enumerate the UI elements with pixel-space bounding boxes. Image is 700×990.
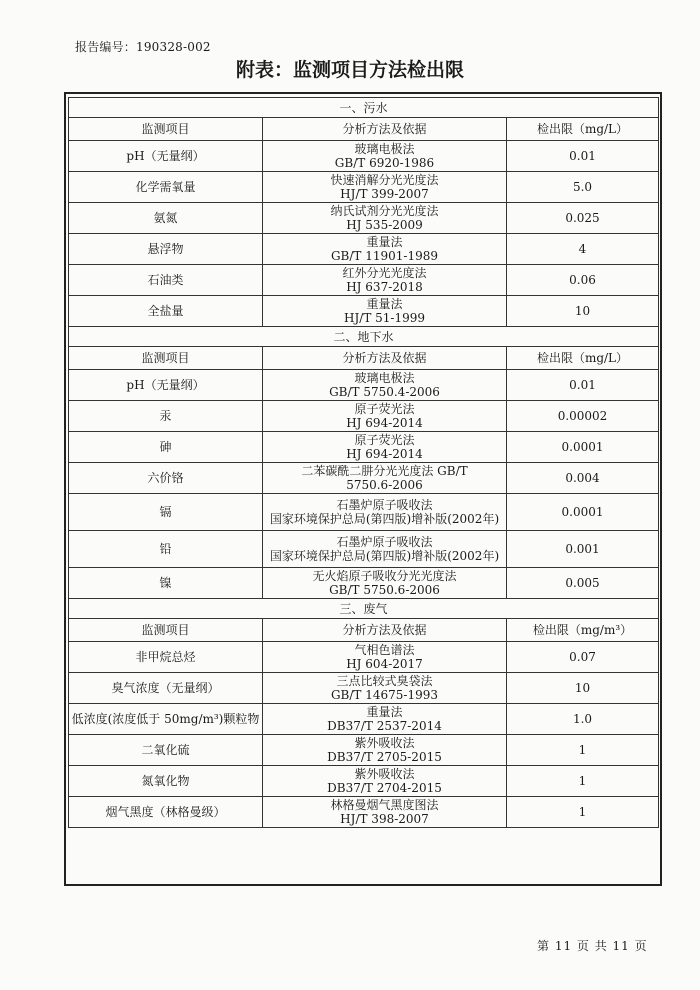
method-cell bbox=[263, 494, 507, 531]
table-row bbox=[69, 673, 659, 704]
method-cell bbox=[263, 401, 507, 432]
item-cell: 镉 bbox=[69, 494, 263, 531]
method-standard: HJ/T 398-2007 bbox=[340, 812, 429, 826]
table-row bbox=[69, 568, 659, 599]
method-name: 重量法 bbox=[366, 235, 403, 249]
method-name: 玻璃电极法 bbox=[354, 142, 415, 156]
method-standard: DB37/T 2705-2015 bbox=[327, 750, 442, 764]
section-header bbox=[69, 599, 659, 619]
table-row bbox=[69, 432, 659, 463]
limit-cell: 0.06 bbox=[507, 265, 659, 296]
method-standard: HJ 535-2009 bbox=[346, 218, 423, 232]
method-standard: DB37/T 2704-2015 bbox=[327, 781, 442, 795]
table-row bbox=[69, 642, 659, 673]
item-cell: 石油类 bbox=[69, 265, 263, 296]
method-name: 快速消解分光光度法 bbox=[330, 173, 439, 187]
method-cell bbox=[263, 141, 507, 172]
item-cell: 二氧化硫 bbox=[69, 735, 263, 766]
page-footer: 第 11 页 共 11 页 bbox=[537, 939, 648, 953]
limit-cell: 0.005 bbox=[507, 568, 659, 599]
table-row bbox=[69, 141, 659, 172]
col-item-header: 监测项目 bbox=[69, 619, 263, 642]
method-name: 红外分光光度法 bbox=[342, 266, 427, 280]
col-limit-header: 检出限（mg/L） bbox=[507, 118, 659, 141]
method-name: 二苯碳酰二肼分光光度法 GB/T bbox=[301, 464, 468, 478]
limit-cell: 0.0001 bbox=[507, 432, 659, 463]
table-row bbox=[69, 296, 659, 327]
item-cell: 悬浮物 bbox=[69, 234, 263, 265]
limit-cell: 0.00002 bbox=[507, 401, 659, 432]
method-name: 石墨炉原子吸收法 bbox=[336, 498, 433, 512]
col-limit-header: 检出限（mg/L） bbox=[507, 347, 659, 370]
method-cell bbox=[263, 766, 507, 797]
item-cell: 砷 bbox=[69, 432, 263, 463]
limit-cell: 0.0001 bbox=[507, 494, 659, 531]
method-name: 石墨炉原子吸收法 bbox=[336, 535, 433, 549]
section-title: 二、地下水 bbox=[69, 327, 659, 347]
limit-cell: 1 bbox=[507, 735, 659, 766]
table-row bbox=[69, 172, 659, 203]
method-standard: GB/T 6920-1986 bbox=[334, 156, 435, 170]
method-name: 气相色谱法 bbox=[354, 643, 415, 657]
table-row bbox=[69, 735, 659, 766]
column-header-row bbox=[69, 619, 659, 642]
limit-cell: 0.07 bbox=[507, 642, 659, 673]
limit-cell: 1.0 bbox=[507, 704, 659, 735]
method-cell bbox=[263, 673, 507, 704]
col-method-header: 分析方法及依据 bbox=[263, 118, 507, 141]
method-name: 原子荧光法 bbox=[354, 433, 415, 447]
item-cell: 臭气浓度（无量纲） bbox=[69, 673, 263, 704]
method-cell bbox=[263, 296, 507, 327]
method-standard: DB37/T 2537-2014 bbox=[327, 719, 442, 733]
item-cell: 汞 bbox=[69, 401, 263, 432]
method-standard: GB/T 11901-1989 bbox=[330, 249, 439, 263]
method-cell bbox=[263, 735, 507, 766]
limit-cell: 1 bbox=[507, 797, 659, 828]
limit-cell: 4 bbox=[507, 234, 659, 265]
column-header-row bbox=[69, 347, 659, 370]
limit-cell: 0.004 bbox=[507, 463, 659, 494]
method-cell bbox=[263, 265, 507, 296]
limit-cell: 10 bbox=[507, 673, 659, 704]
item-cell: 六价铬 bbox=[69, 463, 263, 494]
method-standard: HJ 604-2017 bbox=[346, 657, 423, 671]
method-cell bbox=[263, 172, 507, 203]
method-standard: HJ 694-2014 bbox=[346, 416, 423, 430]
table-row bbox=[69, 766, 659, 797]
method-name: 重量法 bbox=[366, 297, 403, 311]
method-standard: HJ/T 51-1999 bbox=[344, 311, 425, 325]
item-cell: 铅 bbox=[69, 531, 263, 568]
report-number: 报告编号：190328-002 bbox=[75, 40, 211, 54]
table-row bbox=[69, 704, 659, 735]
section-title: 一、污水 bbox=[69, 98, 659, 118]
method-cell bbox=[263, 463, 507, 494]
method-standard: GB/T 5750.6-2006 bbox=[329, 583, 440, 597]
method-standard: GB/T 14675-1993 bbox=[330, 688, 439, 702]
method-standard: 5750.6-2006 bbox=[346, 478, 423, 492]
item-cell: 化学需氧量 bbox=[69, 172, 263, 203]
item-cell: 镍 bbox=[69, 568, 263, 599]
table-row bbox=[69, 401, 659, 432]
table-row bbox=[69, 531, 659, 568]
method-cell bbox=[263, 234, 507, 265]
section-header bbox=[69, 327, 659, 347]
method-name: 林格曼烟气黑度图法 bbox=[330, 798, 439, 812]
method-name: 三点比较式臭袋法 bbox=[336, 674, 433, 688]
table-row bbox=[69, 797, 659, 828]
section-header bbox=[69, 98, 659, 118]
method-name: 紫外吸收法 bbox=[354, 767, 415, 781]
limit-cell: 0.025 bbox=[507, 203, 659, 234]
method-name: 玻璃电极法 bbox=[354, 371, 415, 385]
limit-cell: 0.001 bbox=[507, 531, 659, 568]
method-name: 纳氏试剂分光光度法 bbox=[330, 204, 439, 218]
method-cell bbox=[263, 203, 507, 234]
item-cell: pH（无量纲） bbox=[69, 141, 263, 172]
method-name: 原子荧光法 bbox=[354, 402, 415, 416]
item-cell: pH（无量纲） bbox=[69, 370, 263, 401]
method-standard: 国家环境保护总局(第四版)增补版(2002年) bbox=[269, 549, 500, 563]
limit-cell: 1 bbox=[507, 766, 659, 797]
method-name: 紫外吸收法 bbox=[354, 736, 415, 750]
table-row bbox=[69, 370, 659, 401]
limit-cell: 5.0 bbox=[507, 172, 659, 203]
method-standard: GB/T 5750.4-2006 bbox=[329, 385, 440, 399]
limit-cell: 0.01 bbox=[507, 370, 659, 401]
method-cell bbox=[263, 370, 507, 401]
method-standard: 国家环境保护总局(第四版)增补版(2002年) bbox=[269, 512, 500, 526]
method-name: 无火焰原子吸收分光光度法 bbox=[312, 569, 457, 583]
item-cell: 烟气黑度（林格曼级） bbox=[69, 797, 263, 828]
method-standard: HJ/T 399-2007 bbox=[340, 187, 429, 201]
method-cell bbox=[263, 568, 507, 599]
item-cell: 全盐量 bbox=[69, 296, 263, 327]
method-cell bbox=[263, 432, 507, 463]
col-item-header: 监测项目 bbox=[69, 347, 263, 370]
table-row bbox=[69, 203, 659, 234]
item-cell: 低浓度(浓度低于 50mg/m³)颗粒物 bbox=[69, 704, 263, 735]
detection-limit-table bbox=[68, 97, 659, 828]
limit-cell: 10 bbox=[507, 296, 659, 327]
item-cell: 氮氧化物 bbox=[69, 766, 263, 797]
method-cell bbox=[263, 642, 507, 673]
table-row bbox=[69, 463, 659, 494]
column-header-row bbox=[69, 118, 659, 141]
col-method-header: 分析方法及依据 bbox=[263, 619, 507, 642]
page-title: 附表：监测项目方法检出限 bbox=[235, 59, 464, 81]
table-row bbox=[69, 234, 659, 265]
col-limit-header: 检出限（mg/m³） bbox=[507, 619, 659, 642]
method-standard: HJ 694-2014 bbox=[346, 447, 423, 461]
item-cell: 氨氮 bbox=[69, 203, 263, 234]
col-method-header: 分析方法及依据 bbox=[263, 347, 507, 370]
method-cell bbox=[263, 531, 507, 568]
method-cell bbox=[263, 704, 507, 735]
section-title: 三、废气 bbox=[69, 599, 659, 619]
col-item-header: 监测项目 bbox=[69, 118, 263, 141]
limit-cell: 0.01 bbox=[507, 141, 659, 172]
item-cell: 非甲烷总烃 bbox=[69, 642, 263, 673]
table-row bbox=[69, 265, 659, 296]
method-name: 重量法 bbox=[366, 705, 403, 719]
method-cell bbox=[263, 797, 507, 828]
table-row bbox=[69, 494, 659, 531]
method-standard: HJ 637-2018 bbox=[346, 280, 423, 294]
